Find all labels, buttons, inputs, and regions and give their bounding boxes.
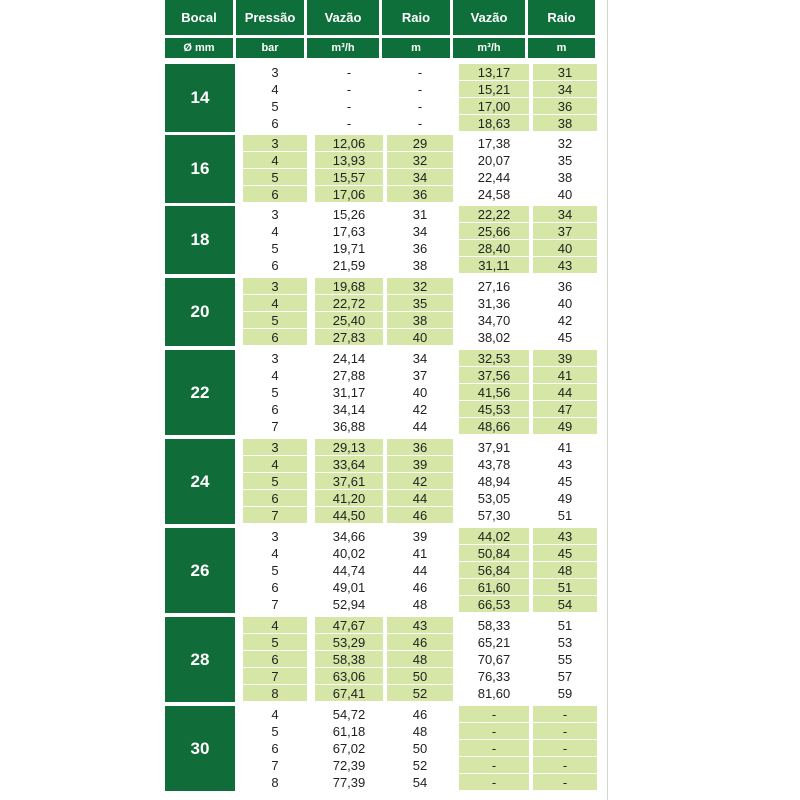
- radius-cell-2: 36: [533, 98, 597, 114]
- header-vazao-1: Vazão: [307, 0, 379, 35]
- radius-cell-2: 41: [557, 439, 573, 455]
- table-row: [235, 651, 609, 668]
- radius-cell-2: 54: [533, 596, 597, 612]
- header-raio-2: Raio: [528, 0, 595, 35]
- radius-cell-1: 52: [387, 685, 453, 701]
- pressure-cell: 6: [271, 257, 279, 273]
- flow-cell-1: 44,50: [315, 507, 383, 523]
- nozzle-group: [165, 64, 609, 132]
- table-row: [235, 367, 609, 384]
- flow-cell-2: 56,84: [459, 562, 529, 578]
- radius-cell-1: 39: [412, 528, 428, 544]
- flow-cell-1: 24,14: [332, 350, 366, 366]
- nozzle-group: [165, 206, 609, 274]
- radius-cell-2: 51: [557, 617, 573, 633]
- radius-cell-2: 59: [557, 685, 573, 701]
- flow-cell-2: 17,00: [459, 98, 529, 114]
- radius-cell-1: 40: [387, 329, 453, 345]
- table-row: [235, 401, 609, 418]
- table-row: [235, 774, 609, 791]
- table-row: [235, 668, 609, 685]
- pressure-cell: 6: [271, 579, 279, 595]
- radius-cell-1: -: [417, 115, 423, 131]
- radius-cell-1: 40: [412, 384, 428, 400]
- table-row: [235, 98, 609, 115]
- table-row: [235, 579, 609, 596]
- flow-cell-1: 63,06: [315, 668, 383, 684]
- flow-cell-2: 58,33: [477, 617, 511, 633]
- pressure-cell: 4: [271, 367, 279, 383]
- nozzle-size: 30: [165, 706, 235, 791]
- flow-cell-2: 31,11: [459, 257, 529, 273]
- radius-cell-1: 32: [387, 152, 453, 168]
- radius-cell-1: 48: [412, 723, 428, 739]
- flow-cell-1: 58,38: [315, 651, 383, 667]
- radius-cell-1: 48: [387, 651, 453, 667]
- nozzle-size: 22: [165, 350, 235, 435]
- pressure-cell: 5: [271, 562, 279, 578]
- radius-cell-2: 38: [557, 169, 573, 185]
- table-row: [235, 439, 609, 456]
- flow-cell-1: 33,64: [315, 456, 383, 472]
- radius-cell-2: 47: [533, 401, 597, 417]
- table-row: [235, 473, 609, 490]
- pressure-cell: 5: [271, 240, 279, 256]
- flow-cell-1: 52,94: [332, 596, 366, 612]
- radius-cell-2: 35: [557, 152, 573, 168]
- radius-cell-2: -: [533, 706, 597, 722]
- radius-cell-2: 45: [557, 473, 573, 489]
- pressure-cell: 4: [271, 223, 279, 239]
- nozzle-group: [165, 706, 609, 791]
- pressure-cell: 4: [243, 617, 307, 633]
- table-row: [235, 757, 609, 774]
- radius-cell-2: 31: [533, 64, 597, 80]
- radius-cell-1: -: [417, 81, 423, 97]
- units-header: [165, 38, 609, 58]
- flow-cell-1: -: [346, 115, 352, 131]
- header-bocal: Bocal: [165, 0, 233, 35]
- unit-vazao-1: m³/h: [307, 38, 379, 58]
- pressure-cell: 8: [243, 685, 307, 701]
- radius-cell-1: 42: [387, 473, 453, 489]
- radius-cell-1: -: [417, 98, 423, 114]
- radius-cell-2: 44: [533, 384, 597, 400]
- nozzle-size: 26: [165, 528, 235, 613]
- flow-cell-1: 15,26: [332, 206, 366, 222]
- radius-cell-2: 40: [533, 240, 597, 256]
- pressure-cell: 7: [271, 757, 279, 773]
- radius-cell-2: 43: [557, 456, 573, 472]
- radius-cell-1: 38: [412, 257, 428, 273]
- flow-cell-1: 19,68: [315, 278, 383, 294]
- table-row: [235, 115, 609, 132]
- radius-cell-2: 49: [557, 490, 573, 506]
- flow-cell-2: 50,84: [459, 545, 529, 561]
- pressure-cell: 7: [243, 507, 307, 523]
- pressure-cell: 8: [271, 774, 279, 790]
- table-row: [235, 490, 609, 507]
- flow-cell-2: 17,38: [477, 135, 511, 151]
- flow-cell-1: 34,14: [332, 401, 366, 417]
- radius-cell-1: 50: [412, 740, 428, 756]
- radius-cell-1: 37: [412, 367, 428, 383]
- flow-cell-1: 17,63: [332, 223, 366, 239]
- flow-cell-1: 61,18: [332, 723, 366, 739]
- radius-cell-2: 40: [557, 295, 573, 311]
- radius-cell-2: -: [533, 757, 597, 773]
- flow-cell-2: 37,56: [459, 367, 529, 383]
- pressure-cell: 7: [271, 596, 279, 612]
- radius-cell-1: 38: [387, 312, 453, 328]
- radius-cell-1: 46: [387, 634, 453, 650]
- radius-cell-1: 36: [387, 439, 453, 455]
- flow-cell-2: 48,94: [477, 473, 511, 489]
- table-row: [235, 562, 609, 579]
- flow-cell-1: 36,88: [332, 418, 366, 434]
- nozzle-group: [165, 439, 609, 524]
- table-row: [235, 81, 609, 98]
- table-row: [235, 723, 609, 740]
- table-row: [235, 312, 609, 329]
- flow-cell-2: 32,53: [459, 350, 529, 366]
- flow-cell-2: 70,67: [477, 651, 511, 667]
- pressure-cell: 5: [271, 723, 279, 739]
- flow-cell-2: 22,22: [459, 206, 529, 222]
- radius-cell-1: 36: [412, 240, 428, 256]
- nozzle-size: 18: [165, 206, 235, 274]
- table-row: [235, 257, 609, 274]
- flow-cell-2: 22,44: [477, 169, 511, 185]
- radius-cell-2: 51: [533, 579, 597, 595]
- radius-cell-2: 39: [533, 350, 597, 366]
- flow-cell-2: 45,53: [459, 401, 529, 417]
- table-row: [235, 64, 609, 81]
- radius-cell-2: 45: [533, 545, 597, 561]
- table-row: [235, 685, 609, 702]
- pressure-cell: 6: [271, 740, 279, 756]
- table-row: [235, 596, 609, 613]
- flow-cell-1: 15,57: [315, 169, 383, 185]
- radius-cell-1: 54: [412, 774, 428, 790]
- pressure-cell: 3: [271, 528, 279, 544]
- nozzle-group: [165, 135, 609, 203]
- flow-cell-2: 38,02: [477, 329, 511, 345]
- radius-cell-2: 43: [533, 528, 597, 544]
- unit-pressao: bar: [236, 38, 304, 58]
- table-row: [235, 240, 609, 257]
- pressure-cell: 6: [243, 329, 307, 345]
- flow-cell-2: 61,60: [459, 579, 529, 595]
- pressure-cell: 4: [243, 295, 307, 311]
- radius-cell-1: 48: [412, 596, 428, 612]
- nozzle-size: 14: [165, 64, 235, 132]
- flow-cell-1: 67,02: [332, 740, 366, 756]
- table-row: [235, 634, 609, 651]
- radius-cell-2: 48: [533, 562, 597, 578]
- radius-cell-2: 57: [557, 668, 573, 684]
- unit-raio-2: m: [528, 38, 595, 58]
- flow-cell-2: 15,21: [459, 81, 529, 97]
- nozzle-group: [165, 350, 609, 435]
- pressure-cell: 6: [271, 115, 279, 131]
- table-row: [235, 617, 609, 634]
- pressure-cell: 4: [271, 81, 279, 97]
- flow-cell-1: 12,06: [315, 135, 383, 151]
- flow-cell-1: 44,74: [332, 562, 366, 578]
- table-row: [235, 507, 609, 524]
- radius-cell-1: 39: [387, 456, 453, 472]
- radius-cell-1: 44: [412, 562, 428, 578]
- table-header: [165, 0, 609, 35]
- radius-cell-2: 42: [557, 312, 573, 328]
- flow-cell-1: 53,29: [315, 634, 383, 650]
- radius-cell-1: 41: [412, 545, 428, 561]
- flow-cell-2: 53,05: [477, 490, 511, 506]
- pressure-cell: 3: [243, 439, 307, 455]
- flow-cell-2: 28,40: [459, 240, 529, 256]
- table-row: [235, 186, 609, 203]
- pressure-cell: 4: [243, 152, 307, 168]
- flow-cell-2: 27,16: [477, 278, 511, 294]
- pressure-cell: 5: [243, 473, 307, 489]
- pressure-cell: 3: [271, 206, 279, 222]
- flow-cell-1: 37,61: [315, 473, 383, 489]
- flow-cell-1: 40,02: [332, 545, 366, 561]
- radius-cell-2: 37: [533, 223, 597, 239]
- flow-cell-1: 72,39: [332, 757, 366, 773]
- radius-cell-1: 50: [387, 668, 453, 684]
- flow-cell-2: 65,21: [477, 634, 511, 650]
- radius-cell-2: 49: [533, 418, 597, 434]
- flow-cell-2: -: [459, 706, 529, 722]
- flow-cell-2: -: [459, 723, 529, 739]
- radius-cell-2: -: [533, 740, 597, 756]
- table-row: [235, 206, 609, 223]
- flow-cell-1: 67,41: [315, 685, 383, 701]
- flow-cell-1: 54,72: [332, 706, 366, 722]
- radius-cell-2: 38: [533, 115, 597, 131]
- nozzle-group: [165, 617, 609, 702]
- nozzle-group: [165, 278, 609, 346]
- nozzle-group: [165, 528, 609, 613]
- radius-cell-2: 36: [557, 278, 573, 294]
- flow-cell-1: 34,66: [332, 528, 366, 544]
- flow-cell-1: 27,88: [332, 367, 366, 383]
- radius-cell-1: 42: [412, 401, 428, 417]
- nozzle-size: 20: [165, 278, 235, 346]
- flow-cell-2: 48,66: [459, 418, 529, 434]
- pressure-cell: 6: [271, 401, 279, 417]
- nozzle-size: 24: [165, 439, 235, 524]
- radius-cell-1: 34: [387, 169, 453, 185]
- radius-cell-2: -: [533, 774, 597, 790]
- header-raio-1: Raio: [382, 0, 450, 35]
- flow-cell-1: 29,13: [315, 439, 383, 455]
- radius-cell-2: 41: [533, 367, 597, 383]
- pressure-cell: 7: [271, 418, 279, 434]
- flow-cell-2: 66,53: [459, 596, 529, 612]
- flow-cell-2: 13,17: [459, 64, 529, 80]
- radius-cell-1: 29: [387, 135, 453, 151]
- radius-cell-2: 45: [557, 329, 573, 345]
- flow-cell-1: -: [346, 98, 352, 114]
- flow-cell-2: 31,36: [477, 295, 511, 311]
- flow-cell-2: 43,78: [477, 456, 511, 472]
- radius-cell-2: 40: [557, 186, 573, 202]
- table-row: [235, 456, 609, 473]
- radius-cell-1: 46: [412, 706, 428, 722]
- flow-cell-2: 20,07: [477, 152, 511, 168]
- table-row: [235, 329, 609, 346]
- flow-cell-2: 37,91: [477, 439, 511, 455]
- table-row: [235, 169, 609, 186]
- unit-vazao-2: m³/h: [453, 38, 525, 58]
- pressure-cell: 5: [271, 384, 279, 400]
- pressure-cell: 6: [243, 651, 307, 667]
- right-rule: [607, 0, 608, 800]
- flow-cell-1: 17,06: [315, 186, 383, 202]
- radius-cell-1: 52: [412, 757, 428, 773]
- table-row: [235, 528, 609, 545]
- flow-cell-2: 57,30: [477, 507, 511, 523]
- flow-cell-1: 13,93: [315, 152, 383, 168]
- nozzle-performance-table: [165, 0, 609, 800]
- flow-cell-1: 19,71: [332, 240, 366, 256]
- radius-cell-1: 44: [387, 490, 453, 506]
- table-row: [235, 278, 609, 295]
- radius-cell-1: 34: [412, 223, 428, 239]
- flow-cell-1: 22,72: [315, 295, 383, 311]
- table-row: [235, 152, 609, 169]
- pressure-cell: 4: [271, 706, 279, 722]
- radius-cell-1: 34: [412, 350, 428, 366]
- radius-cell-2: 34: [533, 81, 597, 97]
- pressure-cell: 6: [243, 186, 307, 202]
- table-row: [235, 740, 609, 757]
- radius-cell-2: 51: [557, 507, 573, 523]
- radius-cell-2: 32: [557, 135, 573, 151]
- unit-raio-1: m: [382, 38, 450, 58]
- pressure-cell: 3: [243, 278, 307, 294]
- flow-cell-1: 77,39: [332, 774, 366, 790]
- flow-cell-1: 31,17: [332, 384, 366, 400]
- flow-cell-2: 41,56: [459, 384, 529, 400]
- pressure-cell: 3: [243, 135, 307, 151]
- flow-cell-2: 44,02: [459, 528, 529, 544]
- pressure-cell: 4: [271, 545, 279, 561]
- pressure-cell: 5: [243, 312, 307, 328]
- table-row: [235, 350, 609, 367]
- radius-cell-1: 36: [387, 186, 453, 202]
- table-row: [235, 295, 609, 312]
- flow-cell-2: -: [459, 774, 529, 790]
- flow-cell-1: -: [346, 81, 352, 97]
- unit-bocal: Ø mm: [165, 38, 233, 58]
- flow-cell-1: 41,20: [315, 490, 383, 506]
- flow-cell-2: -: [459, 757, 529, 773]
- pressure-cell: 3: [271, 64, 279, 80]
- pressure-cell: 4: [243, 456, 307, 472]
- flow-cell-2: 34,70: [477, 312, 511, 328]
- flow-cell-1: -: [346, 64, 352, 80]
- pressure-cell: 5: [271, 98, 279, 114]
- pressure-cell: 3: [271, 350, 279, 366]
- flow-cell-2: 81,60: [477, 685, 511, 701]
- flow-cell-1: 49,01: [332, 579, 366, 595]
- radius-cell-1: -: [417, 64, 423, 80]
- flow-cell-1: 27,83: [315, 329, 383, 345]
- radius-cell-2: 53: [557, 634, 573, 650]
- table-row: [235, 223, 609, 240]
- radius-cell-2: 43: [533, 257, 597, 273]
- flow-cell-2: 24,58: [477, 186, 511, 202]
- flow-cell-2: -: [459, 740, 529, 756]
- nozzle-size: 16: [165, 135, 235, 203]
- table-row: [235, 545, 609, 562]
- header-vazao-2: Vazão: [453, 0, 525, 35]
- radius-cell-2: 34: [533, 206, 597, 222]
- radius-cell-1: 43: [387, 617, 453, 633]
- pressure-cell: 5: [243, 634, 307, 650]
- nozzle-size: 28: [165, 617, 235, 702]
- flow-cell-1: 21,59: [332, 257, 366, 273]
- radius-cell-1: 32: [387, 278, 453, 294]
- flow-cell-2: 76,33: [477, 668, 511, 684]
- radius-cell-1: 46: [412, 579, 428, 595]
- table-row: [235, 384, 609, 401]
- pressure-cell: 6: [243, 490, 307, 506]
- flow-cell-2: 18,63: [459, 115, 529, 131]
- table-row: [235, 135, 609, 152]
- radius-cell-2: -: [533, 723, 597, 739]
- flow-cell-1: 25,40: [315, 312, 383, 328]
- table-row: [235, 706, 609, 723]
- table-row: [235, 418, 609, 435]
- pressure-cell: 7: [243, 668, 307, 684]
- radius-cell-2: 55: [557, 651, 573, 667]
- flow-cell-1: 47,67: [315, 617, 383, 633]
- radius-cell-1: 46: [387, 507, 453, 523]
- pressure-cell: 5: [243, 169, 307, 185]
- header-pressao: Pressão: [236, 0, 304, 35]
- radius-cell-1: 35: [387, 295, 453, 311]
- radius-cell-1: 44: [412, 418, 428, 434]
- flow-cell-2: 25,66: [459, 223, 529, 239]
- radius-cell-1: 31: [412, 206, 428, 222]
